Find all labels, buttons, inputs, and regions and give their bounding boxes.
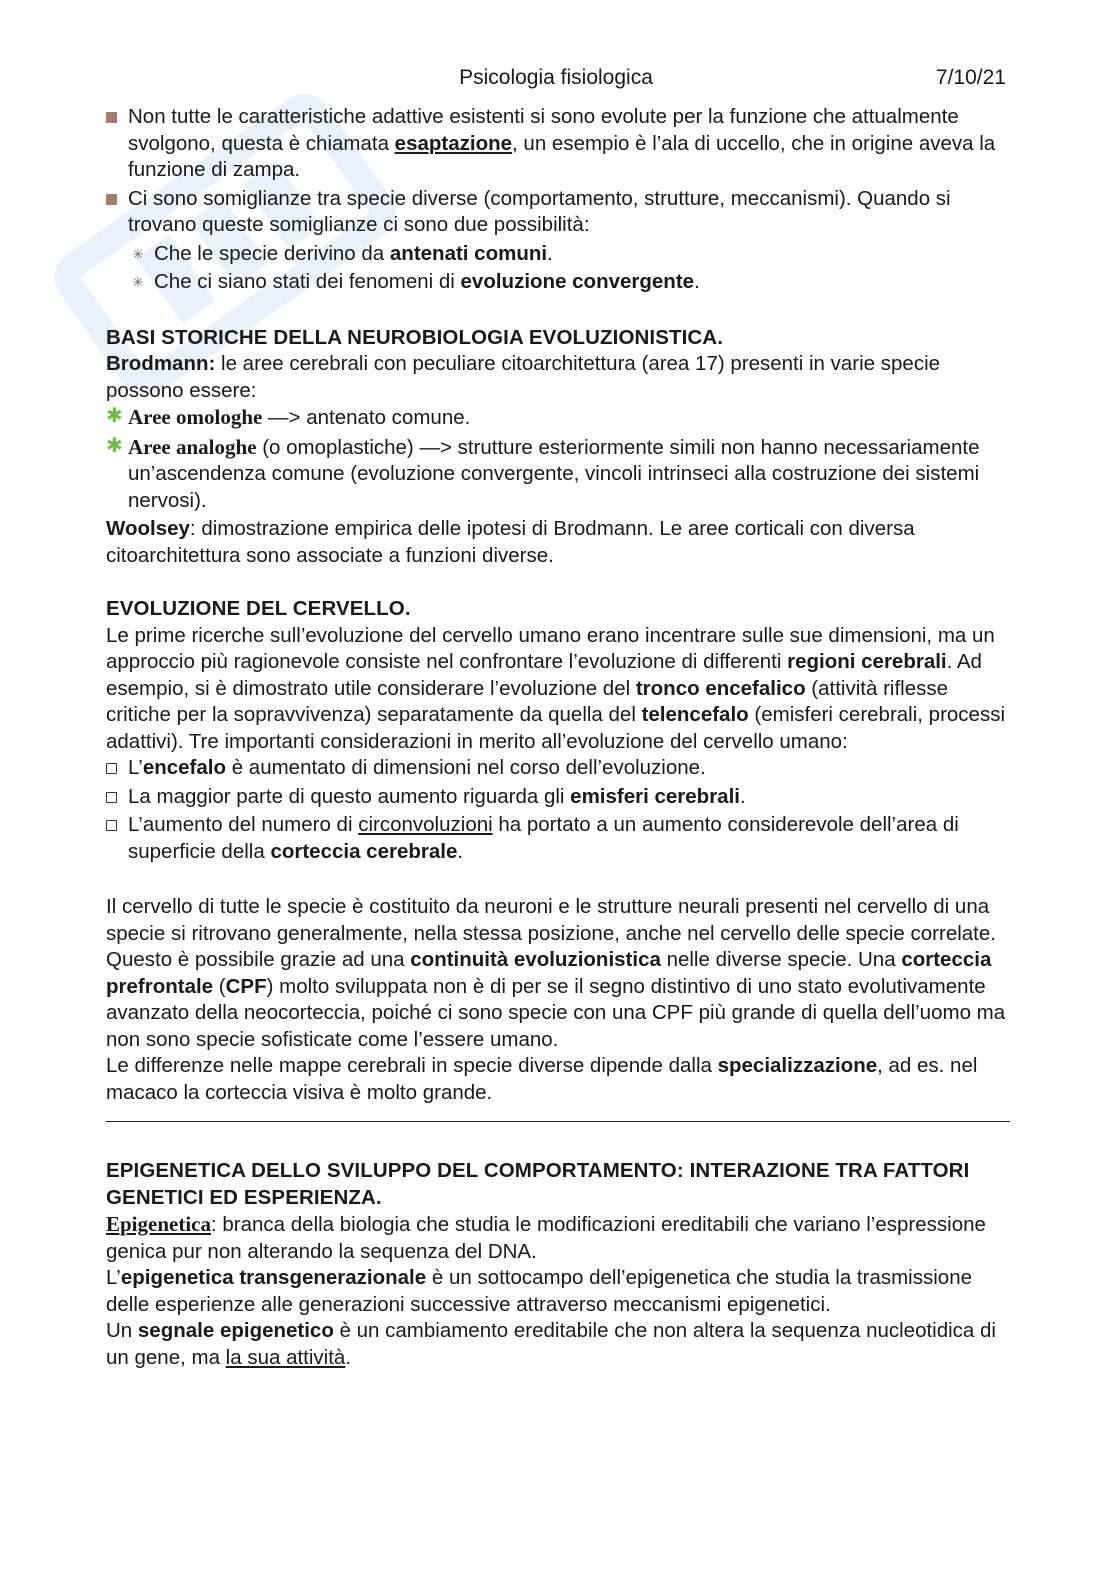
document-body: [106, 104, 1010, 1371]
list-item: Non tutte le caratteristiche adattive esistenti si sono evolute per la funzione che attualmente svolgono, questa è chiamata esaptazione, un esempio è l’ala di uccello, che in origine aveva la funzione di zampa.: [106, 104, 1010, 184]
asterisk-bullet-icon: ✳: [132, 245, 144, 262]
checkbox-bullet-icon: [106, 820, 117, 831]
paragraph: Epigenetica: branca della biologia che studia le modificazioni ereditabili che variano l’espressione genica pur non alterando la sequenza del DNA.: [106, 1212, 986, 1263]
list-item: ✱ Aree omologhe —> antenato comune.: [106, 405, 471, 429]
checkbox-bullet-icon: [106, 792, 117, 803]
list-item: ✱ Aree analoghe (o omoplastiche) —> strutture esteriormente simili non hanno necessariamente un’ascendenza comune (evoluzione convergente, vincoli intrinseci alla costruzione dei sistemi nervosi).: [106, 434, 980, 512]
green-star-bullet-icon: ✱: [106, 434, 123, 457]
section-heading: EPIGENETICA DELLO SVILUPPO DEL COMPORTAMENTO: INTERAZIONE TRA FATTORI GENETICI ED ESPERIENZA.: [106, 1159, 970, 1209]
green-star-bullet-icon: ✱: [106, 405, 123, 427]
checkbox-bullet-icon: [106, 763, 117, 774]
section-heading: EVOLUZIONE DEL CERVELLO.: [106, 597, 411, 620]
list-item: Ci sono somiglianze tra specie diverse (comportamento, strutture, meccanismi). Quando si trovano queste somiglianze ci sono due possibilità:: [106, 186, 1010, 239]
paragraph: Le differenze nelle mappe cerebrali in specie diverse dipende dalla specializzazione, ad es. nel macaco la corteccia visiva è molto grande.: [106, 1054, 978, 1104]
header-date: 7/10/21: [935, 66, 1006, 89]
list-item: ✳ Che ci siano stati dei fenomeni di evoluzione convergente.: [132, 269, 1010, 296]
header-title: Psicologia fisiologica: [459, 66, 653, 89]
square-bullet-icon: [106, 112, 117, 123]
asterisk-bullet-icon: ✳: [132, 274, 144, 290]
list-item: L’encefalo è aumentato di dimensioni nel corso dell’evoluzione.: [106, 755, 1010, 782]
paragraph: Woolsey: dimostrazione empirica delle ipotesi di Brodmann. Le aree corticali con diversa citoarchitettura sono associate a funzioni diverse.: [106, 517, 915, 567]
list-item: La maggior parte di questo aumento riguarda gli emisferi cerebrali.: [106, 784, 1010, 811]
page-header: [106, 66, 1006, 96]
paragraph: Il cervello di tutte le specie è costituito da neuroni e le strutture neurali presenti nel cervello di una specie si ritrovano generalmente, nella stessa posizione, anche nel cervello delle specie correlate. Questo è possibile grazie ad una continuità evoluzionistica nelle diverse specie. Una corteccia prefrontale (CPF) molto sviluppata non è di per se il segno distintivo di uno stato evolutivamente avanzato della neocorteccia, poiché ci sono specie con una CPF più grande di quella dell’uomo ma non sono specie sofisticate come l’essere umano.: [106, 895, 1006, 1051]
paragraph: L’epigenetica transgenerazionale è un sottocampo dell’epigenetica che studia la trasmissione delle esperienze alle generazioni successive attraverso meccanismi epigenetici.: [106, 1266, 972, 1316]
paragraph: Un segnale epigenetico è un cambiamento ereditabile che non altera la sequenza nucleotidica di un gene, ma la sua attività.: [106, 1319, 996, 1369]
section-heading: BASI STORICHE DELLA NEUROBIOLOGIA EVOLUZIONISTICA.: [106, 325, 723, 349]
list-item: L’aumento del numero di circonvoluzioni ha portato a un aumento considerevole dell’area di superficie della corteccia cerebrale.: [106, 812, 1010, 865]
square-bullet-icon: [106, 194, 117, 205]
term-esaptazione: esaptazione: [394, 131, 513, 155]
paragraph: Brodmann: le aree cerebrali con peculiare citoarchitettura (area 17) presenti in varie specie possono essere:: [106, 352, 941, 402]
list-item: ✳ Che le specie derivino da antenati comuni.: [132, 241, 1010, 268]
paragraph: Le prime ricerche sull’evoluzione del cervello umano erano incentrare sulle sue dimensioni, ma un approccio più ragionevole consiste nel confrontare l’evoluzione di differenti regioni cerebrali. Ad esempio, si è dimostrato utile considerare l’evoluzione del tronco encefalico (attività riflesse critiche per la sopravvivenza) separatamente da quella del telencefalo (emisferi cerebrali, processi adattivi). Tre importanti considerazioni in merito all’evoluzione del cervello umano:: [106, 623, 1006, 753]
